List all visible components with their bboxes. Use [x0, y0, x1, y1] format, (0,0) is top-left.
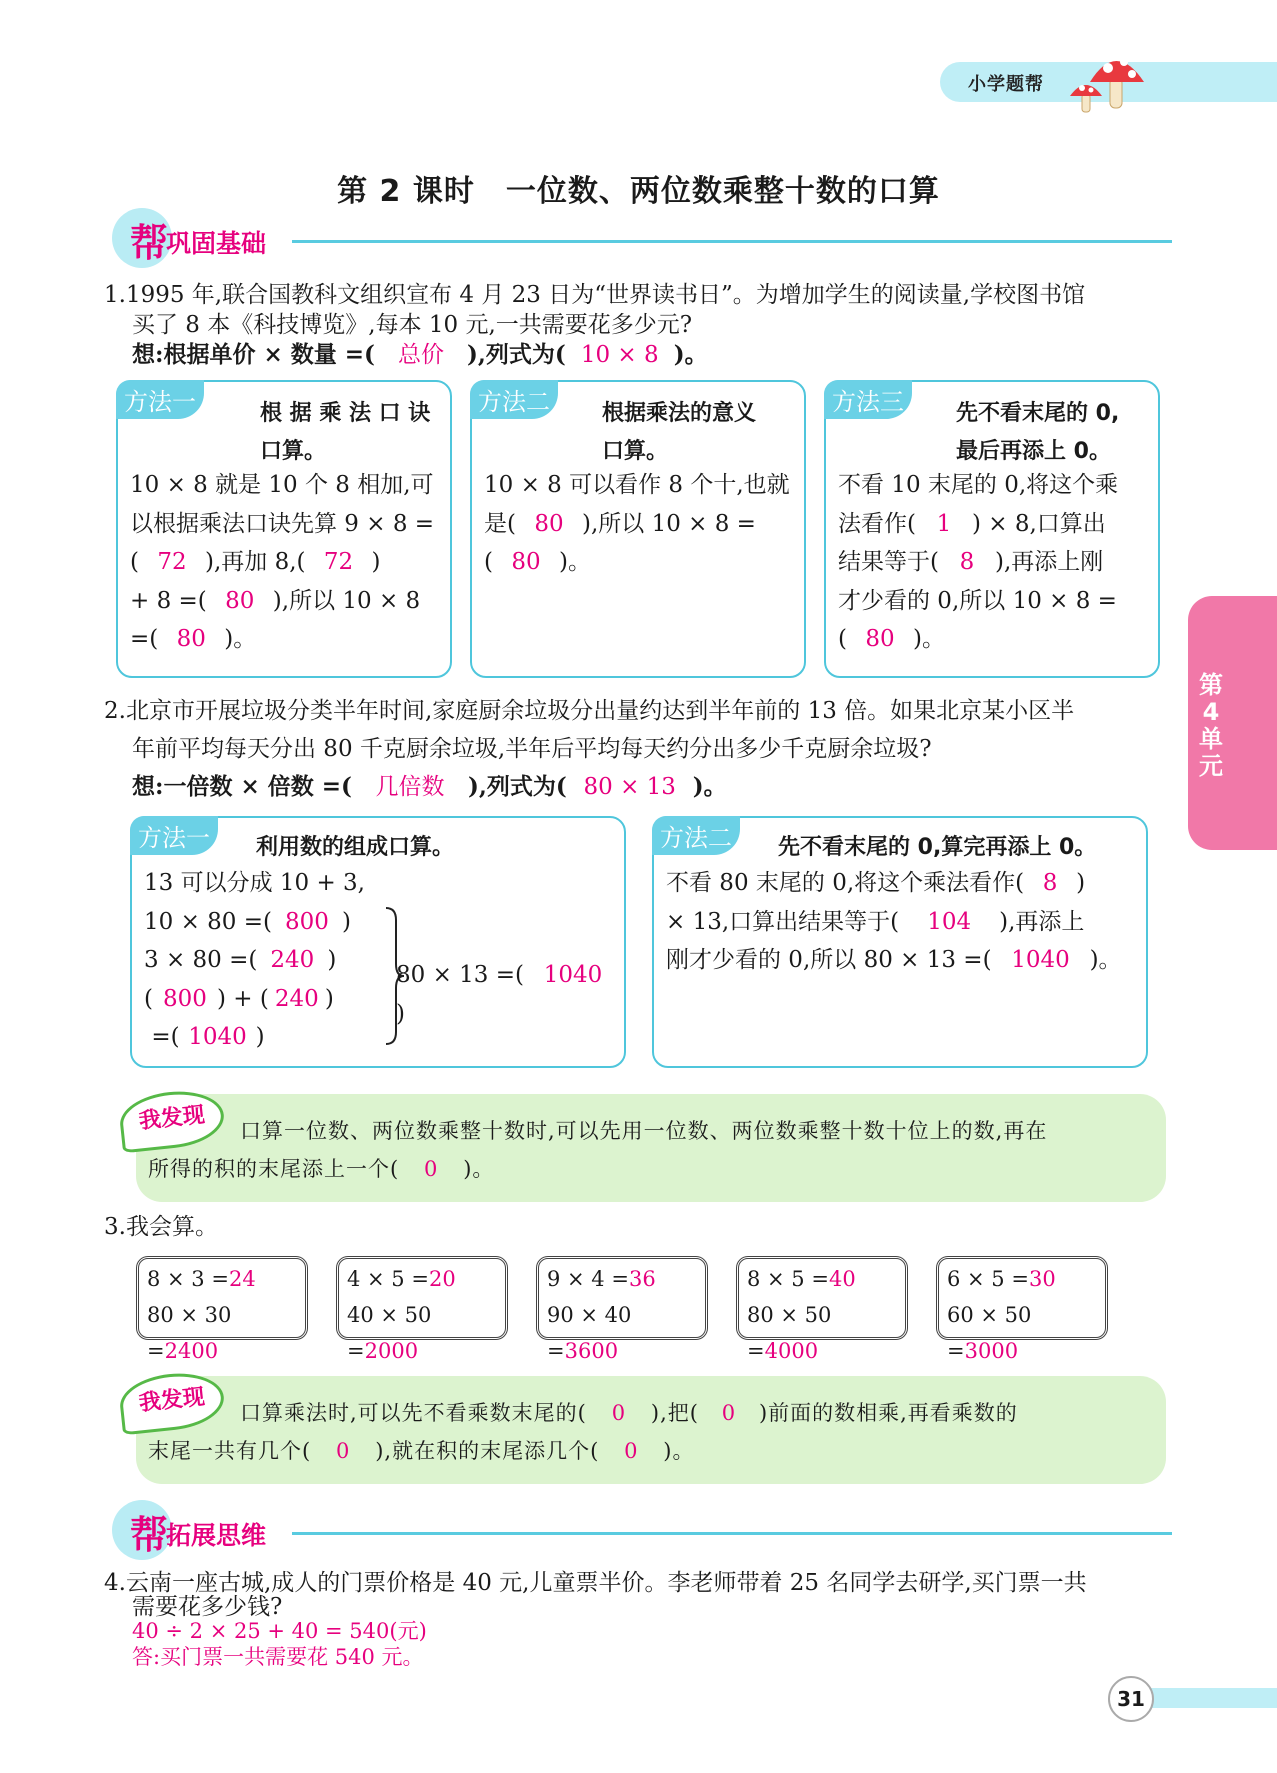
method-heading: 根 据 乘 法 口 诀: [260, 401, 431, 426]
discovery-text-2a: 口算乘法时,可以先不看乘数末尾的( 0 ),把( 0 )前面的数相乘,再看乘数的: [240, 1401, 1018, 1425]
calc-card: 8 × 5 =40 80 × 50 =4000: [736, 1256, 908, 1340]
answer: 80 × 13: [583, 774, 676, 800]
method-result: 80 × 13 =( 1040): [396, 962, 603, 1027]
q2-think: 想:一倍数 × 倍数 =( 几倍数 ),列式为( 80 × 13 )。: [132, 773, 727, 800]
section-badge-extend: 帮: [112, 1500, 172, 1560]
q1-method3-box: [824, 380, 1160, 678]
unit-side-label: 第4单元: [1199, 671, 1223, 780]
method-tag: 方法一: [116, 380, 204, 419]
discovery-badge: 我发现: [117, 1369, 226, 1436]
q2-line1: 2.北京市开展垃圾分类半年时间,家庭厨余垃圾分出量约达到半年前的 13 倍。如果北京某小区半: [104, 698, 1075, 724]
q4-line2: 需要花多少钱?: [132, 1594, 283, 1620]
method-heading: 先不看末尾的 0,算完再添上 0。: [778, 835, 1097, 860]
q1-line2: 买了 8 本《科技博览》,每本 10 元,一共需要花多少元?: [132, 312, 693, 338]
section-divider: [292, 240, 1172, 243]
method-tag: 方法一: [130, 816, 218, 855]
q1-method1-box: [116, 380, 452, 678]
q4-line1: 4.云南一座古城,成人的门票价格是 40 元,儿童票半价。李老师带着 25 名同学去研学,买门票一共: [104, 1570, 1087, 1596]
discovery-text-1a: 口算一位数、两位数乘整十数时,可以先用一位数、两位数乘整十数十位上的数,再在: [240, 1119, 1048, 1143]
method-heading: 口算。: [602, 439, 669, 464]
q3-label: 3.我会算。: [104, 1214, 218, 1240]
answer: 总价: [397, 342, 444, 368]
calc-card: 8 × 3 =24 80 × 30 =2400: [136, 1256, 308, 1340]
calc-card: 4 × 5 =20 40 × 50 =2000: [336, 1256, 508, 1340]
page-number: 31: [1108, 1676, 1154, 1722]
section-title-extend: 拓展思维: [166, 1521, 267, 1550]
calc-card: 6 × 5 =30 60 × 50 =3000: [936, 1256, 1108, 1340]
method-heading: 根据乘法的意义: [602, 401, 757, 426]
section-title-basic: 巩固基础: [166, 229, 267, 258]
q1-think: 想:根据单价 × 数量 =( 总价 ),列式为( 10 × 8 )。: [132, 341, 708, 368]
method-tag: 方法二: [652, 816, 740, 855]
section-divider: [292, 1532, 1172, 1535]
method-heading: 先不看末尾的 0,: [956, 401, 1120, 426]
q1-line1: 1.1995 年,联合国教科文组织宣布 4 月 23 日为“世界读书日”。为增加学生的阅读量,学校图书馆: [104, 282, 1086, 308]
mushroom-icon: [1068, 44, 1148, 114]
method-tag: 方法二: [470, 380, 558, 419]
section-badge-basic: 帮: [112, 208, 172, 268]
method-body: 13 可以分成 10 + 3, 10 × 80 =( 800 ) 3 × 80 =( 240 ) ( 800 ) + ( 240 ) =( 1040 ): [144, 870, 365, 1050]
method-heading: 最后再添上 0。: [956, 439, 1111, 464]
q4-answer-sentence: 答:买门票一共需要花 540 元。: [132, 1645, 424, 1669]
q2-line2: 年前平均每天分出 80 千克厨余垃圾,半年后平均每天约分出多少千克厨余垃圾?: [132, 736, 932, 762]
q2-method2-box: [652, 816, 1148, 1068]
brand-label: 小学题帮: [968, 74, 1044, 95]
q4-answer-formula: 40 ÷ 2 × 25 + 40 = 540(元): [132, 1619, 427, 1643]
method-body: 10 × 8 可以看作 8 个十,也就 是( 80 ),所以 10 × 8 = ( 80 )。: [484, 472, 790, 575]
answer: 10 × 8: [580, 342, 659, 368]
method-body: 不看 10 末尾的 0,将这个乘 法看作( 1 ) × 8,口算出 结果等于( 8 ),再添上刚 才少看的 0,所以 10 × 8 = ( 80 )。: [838, 472, 1119, 652]
discovery-text-1b: 所得的积的末尾添上一个( 0 )。: [148, 1157, 495, 1181]
calc-card: 9 × 4 =36 90 × 40 =3600: [536, 1256, 708, 1340]
discovery-badge: 我发现: [117, 1087, 226, 1154]
q1-method2-box: [470, 380, 806, 678]
method-heading: 利用数的组成口算。: [256, 835, 455, 860]
discovery-text-2b: 末尾一共有几个( 0 ),就在积的末尾添几个( 0 )。: [148, 1439, 695, 1463]
method-tag: 方法三: [824, 380, 912, 419]
answer: 几倍数: [375, 774, 445, 800]
method-heading: 口算。: [260, 439, 327, 464]
method-body: 不看 80 末尾的 0,将这个乘法看作( 8 ) × 13,口算出结果等于( 104 ),再添上 刚才少看的 0,所以 80 × 13 =( 1040 )。: [666, 870, 1122, 973]
method-body: 10 × 8 就是 10 个 8 相加,可 以根据乘法口诀先算 9 × 8 = ( 72 ),再加 8,( 72 ) + 8 =( 80 ),所以 10 × 8 =( 80 )。: [130, 472, 435, 652]
q2-method1-box: [130, 816, 626, 1068]
page-title: 第 2 课时 一位数、两位数乘整十数的口算: [337, 174, 940, 209]
